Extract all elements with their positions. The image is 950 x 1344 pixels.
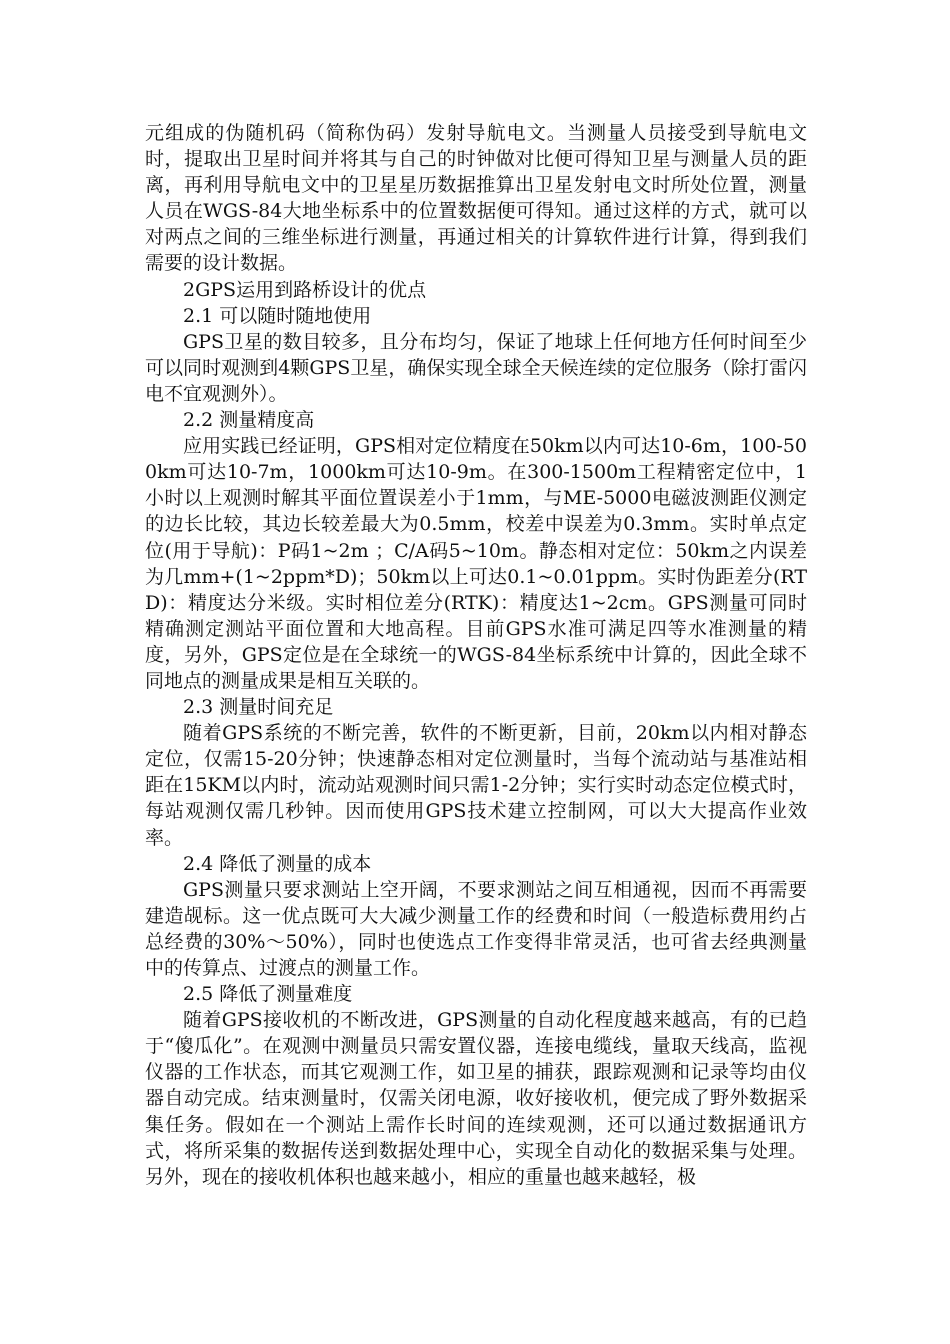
paragraph-2-1: GPS卫星的数目较多，且分布均匀，保证了地球上任何地方任何时间至少可以同时观测到4颗GPS卫星，确保实现全球全天候连续的定位服务（除打雷闪电不宜观测外）。 bbox=[145, 330, 807, 405]
section-heading-2: 2GPS运用到路桥设计的优点 bbox=[183, 278, 427, 301]
subsection-heading-2-1: 2.1 可以随时随地使用 bbox=[183, 304, 372, 327]
paragraph-intro: 元组成的伪随机码（简称伪码）发射导航电文。当测量人员接受到导航电文时，提取出卫星时间并将其与自己的时钟做对比便可得知卫星与测量人员的距离，再利用导航电文中的卫星星历数据推算出卫星发射电文时所处位置，测量人员在WGS-84大地坐标系中的位置数据便可得知。通过这样的方式，就可以对两点之间的三维坐标进行测量，再通过相关的计算软件进行计算，得到我们需要的设计数据。 bbox=[145, 122, 807, 275]
subsection-heading-2-2: 2.2 测量精度高 bbox=[183, 409, 315, 432]
subsection-heading-2-3: 2.3 测量时间充足 bbox=[183, 696, 334, 719]
subsection-heading-2-5: 2.5 降低了测量难度 bbox=[183, 983, 353, 1006]
document-body bbox=[145, 120, 807, 1190]
subsection-heading-2-4: 2.4 降低了测量的成本 bbox=[183, 852, 372, 875]
paragraph-2-2: 应用实践已经证明，GPS相对定位精度在50km以内可达10-6m，100-500km可达10-7m，1000km可达10-9m。在300-1500m工程精密定位中，1小时以上观测时解其平面位置误差小于1mm，与ME-5000电磁波测距仪测定的边长比较，其边长较差最大为0.5mm，校差中误差为0.3mm。实时单点定位(用于导航)：P码1~2m ；C/A码5~10m。静态相对定位：50km之内误差为几mm+(1~2ppm*D)；50km以上可达0.1~0.01ppm。实时伪距差分(RTD)：精度达分米级。实时相位差分(RTK)：精度达1~2cm。GPS测量可同时精确测定测站平面位置和大地高程。目前GPS水准可满足四等水准测量的精度，另外，GPS定位是在全球统一的WGS-84坐标系统中计算的，因此全球不同地点的测量成果是相互关联的。 bbox=[145, 435, 807, 692]
paragraph-2-4: GPS测量只要求测站上空开阔，不要求测站之间互相通视，因而不再需要建造觇标。这一优点既可大大减少测量工作的经费和时间（一般造标费用约占总经费的30%～50%），同时也使选点工作变得非常灵活，也可省去经典测量中的传算点、过渡点的测量工作。 bbox=[145, 878, 807, 979]
paragraph-2-3: 随着GPS系统的不断完善，软件的不断更新，目前，20km以内相对静态定位，仅需15-20分钟；快速静态相对定位测量时，当每个流动站与基准站相距在15KM以内时，流动站观测时间只需1-2分钟；实行实时动态定位模式时，每站观测仅需几秒钟。因而使用GPS技术建立控制网，可以大大提高作业效率。 bbox=[145, 722, 807, 849]
paragraph-2-5: 随着GPS接收机的不断改进，GPS测量的自动化程度越来越高，有的已趋于“傻瓜化”。在观测中测量员只需安置仪器，连接电缆线，量取天线高，监视仪器的工作状态，而其它观测工作，如卫星的捕获，跟踪观测和记录等均由仪器自动完成。结束测量时，仅需关闭电源，收好接收机，便完成了野外数据采集任务。假如在一个测站上需作长时间的连续观测，还可以通过数据通讯方式，将所采集的数据传送到数据处理中心，实现全自动化的数据采集与处理。另外，现在的接收机体积也越来越小，相应的重量也越来越轻，极 bbox=[145, 1009, 807, 1188]
